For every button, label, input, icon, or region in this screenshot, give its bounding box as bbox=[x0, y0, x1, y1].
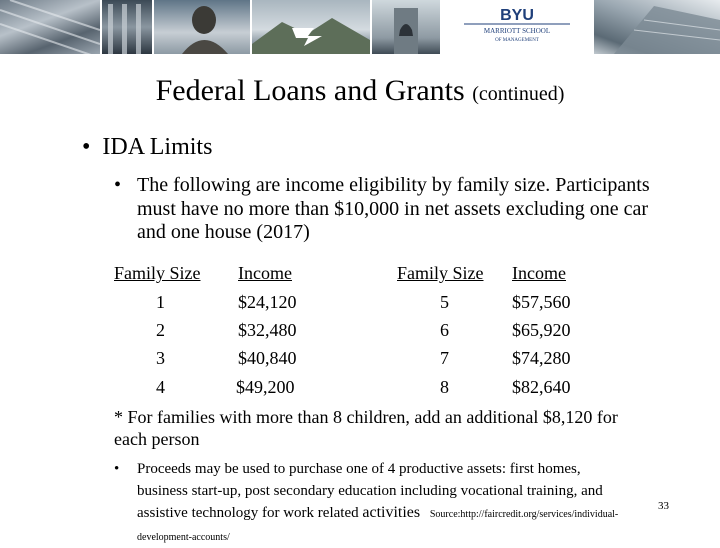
table-row-income: $74,280 bbox=[512, 348, 571, 368]
header-income-left: Income bbox=[238, 263, 292, 283]
banner-photo-building bbox=[0, 0, 100, 54]
header-income-right: Income bbox=[512, 263, 566, 283]
banner-photo-statue bbox=[154, 0, 250, 54]
table-row-income: $24,120 bbox=[238, 292, 297, 312]
table-row-size: 1 bbox=[156, 292, 165, 312]
table-row-income: $57,560 bbox=[512, 292, 571, 312]
income-eligibility-text: The following are income eligibility by family size. Participants must have no more than $10,000 in net assets excluding one car and one house (2017) bbox=[137, 174, 650, 243]
logo-line1-text: MARRIOTT SCHOOL bbox=[483, 27, 551, 35]
table-row-size: 2 bbox=[156, 320, 165, 340]
logo-byu-text: BYU bbox=[500, 7, 534, 24]
bullet-marker: • bbox=[82, 134, 91, 160]
slide-title-main: Federal Loans and Grants bbox=[155, 74, 465, 107]
proceeds-last-word: activities bbox=[362, 504, 421, 521]
proceeds-paragraph bbox=[137, 459, 627, 548]
bullet-ida-limits-text: IDA Limits bbox=[102, 134, 213, 160]
table-row-size: 8 bbox=[440, 377, 449, 397]
table-row-size: 5 bbox=[440, 292, 449, 312]
header-family-size-left: Family Size bbox=[114, 263, 201, 283]
slide-title-sub: (continued) bbox=[472, 83, 565, 105]
logo-line2-text: OF MANAGEMENT bbox=[495, 38, 539, 43]
proceeds-text: Proceeds may be used to purchase one of 4 productive assets: first homes, business start-up, post secondary education including vocational training, and assistive technology for work related bbox=[137, 461, 603, 521]
header-banner bbox=[0, 0, 720, 54]
table-row-income: $40,840 bbox=[238, 348, 297, 368]
byu-marriott-logo bbox=[442, 0, 592, 54]
banner-photo-mountain-y bbox=[252, 0, 370, 54]
table-row-size: 4 bbox=[156, 377, 165, 397]
banner-photo-columns bbox=[102, 0, 152, 54]
table-row-income: $82,640 bbox=[512, 377, 571, 397]
bullet-ida-limits bbox=[82, 134, 212, 161]
table-row-size: 6 bbox=[440, 320, 449, 340]
banner-photo-bell-tower bbox=[372, 0, 440, 54]
table-row-size: 7 bbox=[440, 348, 449, 368]
source-citation: Source:http://faircredit.org/services/individual-development-accounts/ bbox=[137, 509, 619, 543]
header-family-size-right: Family Size bbox=[397, 263, 484, 283]
table-row-income: $32,480 bbox=[238, 320, 297, 340]
table-row-income: $65,920 bbox=[512, 320, 571, 340]
table-row-size: 3 bbox=[156, 348, 165, 368]
additional-person-note: * For families with more than 8 children, add an additional $8,120 for each person bbox=[114, 407, 618, 449]
banner-photo-modern-building bbox=[594, 0, 720, 54]
bullet-marker-2: • bbox=[114, 174, 122, 196]
table-row-income: $49,200 bbox=[236, 377, 295, 397]
bullet-marker-3: • bbox=[114, 461, 120, 477]
page-number: 33 bbox=[658, 500, 669, 512]
slide-title bbox=[0, 74, 720, 108]
